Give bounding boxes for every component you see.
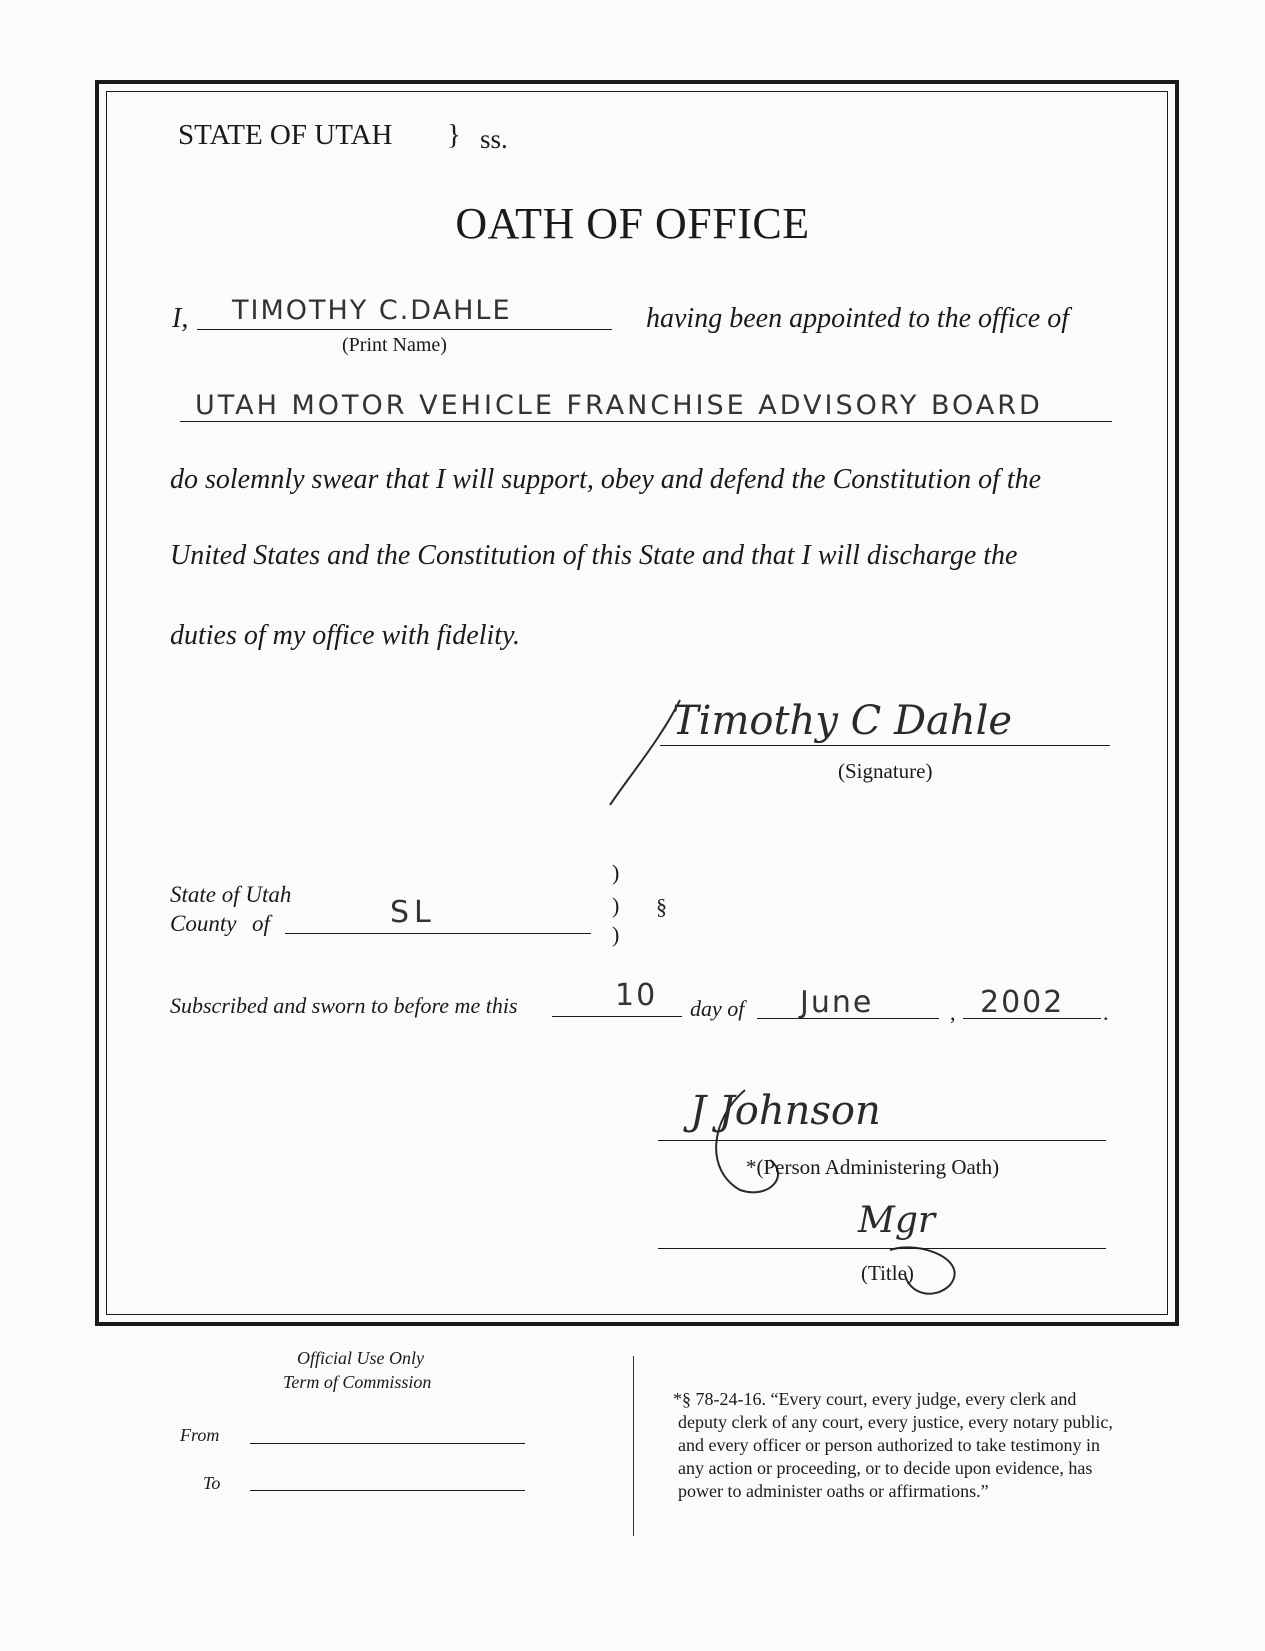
sworn-year-value: 2002 <box>980 985 1065 1020</box>
administrator-label: *(Person Administering Oath) <box>746 1155 1000 1179</box>
from-line <box>250 1443 525 1444</box>
to-line <box>250 1490 525 1491</box>
footnote-line-5: power to administer oaths or affirmations.” <box>678 1481 989 1501</box>
sworn-month-value: June <box>800 985 874 1020</box>
document-title: OATH OF OFFICE <box>455 199 810 248</box>
venue-county-of: of <box>252 911 270 936</box>
from-label: From <box>180 1425 220 1445</box>
sworn-month-line <box>757 1018 939 1019</box>
county-line <box>285 933 591 934</box>
oath-body-line-1: do solemnly swear that I will support, obey and defend the Constitution of the <box>170 464 1042 495</box>
oath-body-line-2: United States and the Constitution of this State and that I will discharge the <box>170 540 1018 571</box>
venue-county-label: County <box>170 911 237 936</box>
venue-paren-1: ) <box>612 860 620 885</box>
footer-divider <box>633 1356 634 1536</box>
term-of-commission-heading: Term of Commission <box>283 1372 432 1392</box>
to-label: To <box>203 1473 221 1493</box>
title-value: Mgr <box>858 1200 936 1241</box>
footnote-line-3: and every officer or person authorized to take testimony in <box>678 1435 1101 1455</box>
footnote-line-2: deputy clerk of any court, every justice, every notary public, <box>678 1412 1113 1432</box>
office-line <box>180 421 1112 422</box>
print-name-line <box>197 329 612 330</box>
section-symbol: § <box>656 894 667 919</box>
oath-prefix: I, <box>172 303 189 334</box>
administrator-signature-value: J Johnson <box>690 1088 881 1134</box>
county-value: SL <box>390 895 436 930</box>
footnote-line-1: *§ 78-24-16. “Every court, every judge, every clerk and <box>673 1389 1077 1409</box>
administrator-line <box>658 1140 1106 1141</box>
venue-paren-2: ) <box>612 893 620 918</box>
state-heading: STATE OF UTAH <box>178 119 393 151</box>
footnote-line-4: any action or proceeding, or to decide upon evidence, has <box>678 1458 1093 1478</box>
venue-paren-3: ) <box>612 922 620 947</box>
title-line <box>658 1248 1106 1249</box>
official-use-heading: Official Use Only <box>297 1348 424 1368</box>
ss-label: ss. <box>480 124 508 154</box>
sworn-year-line <box>963 1018 1101 1019</box>
signature-line <box>660 745 1110 746</box>
sworn-period: . <box>1103 1000 1109 1025</box>
sworn-day-value: 10 <box>615 978 658 1013</box>
office-value: UTAH MOTOR VEHICLE FRANCHISE ADVISORY BOARD <box>195 390 1043 421</box>
signature-value: Timothy C Dahle <box>672 698 1013 744</box>
title-signature-loop <box>860 1220 970 1300</box>
print-name-value: TIMOTHY C.DAHLE <box>232 295 512 326</box>
appointed-text: having been appointed to the office of <box>646 303 1070 334</box>
oath-body-line-3: duties of my office with fidelity. <box>170 620 520 651</box>
signature-label: (Signature) <box>838 759 933 783</box>
venue-state-label: State of Utah <box>170 882 292 907</box>
print-name-label: (Print Name) <box>342 334 447 356</box>
sworn-day-of: day of <box>690 996 745 1021</box>
sworn-day-line <box>552 1016 682 1017</box>
state-brace: } <box>447 119 461 151</box>
sworn-text: Subscribed and sworn to before me this <box>170 993 518 1018</box>
sworn-comma: , <box>950 1000 956 1025</box>
title-label: (Title) <box>861 1261 914 1285</box>
